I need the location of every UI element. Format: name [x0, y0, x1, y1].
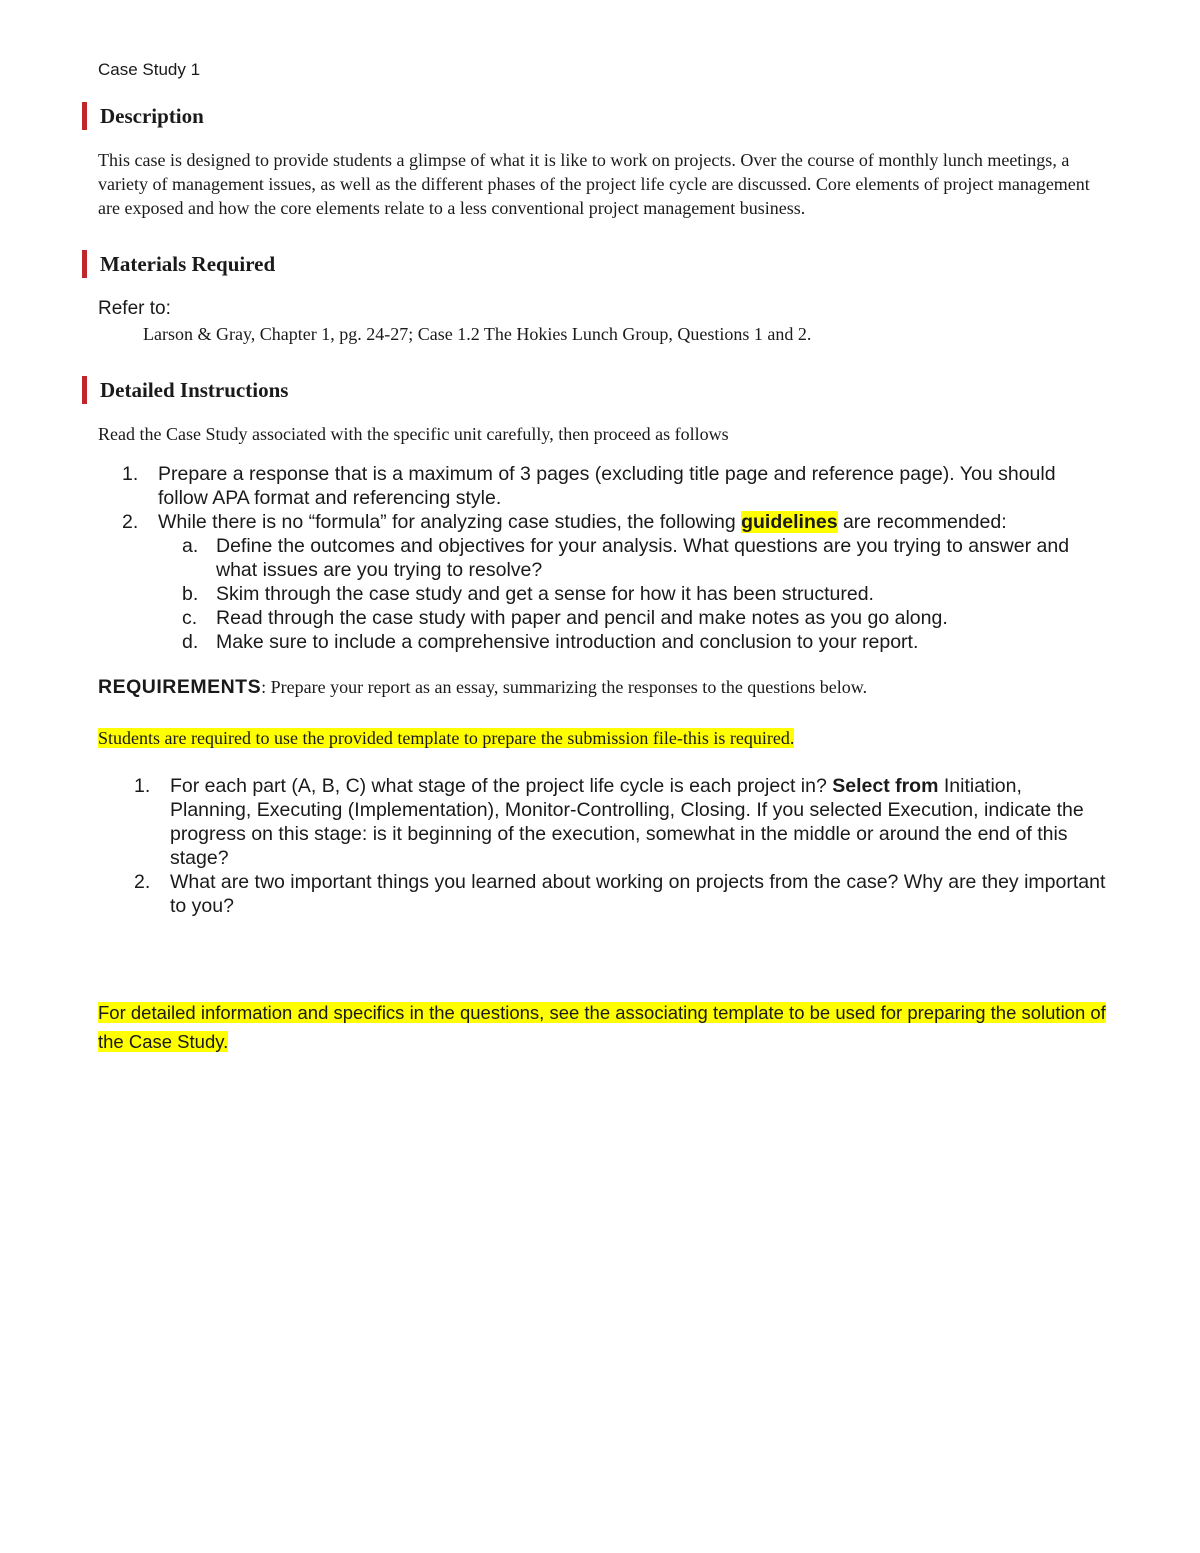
sublist-item — [158, 606, 1108, 630]
list-number: 1. — [122, 463, 139, 485]
document-page — [98, 58, 1108, 1056]
list-number: 1. — [134, 775, 151, 797]
materials-heading-text: Materials Required — [100, 252, 276, 276]
list-item-text: Initiation, Planning, Executing (Implementation), Monitor-Controlling, Closing. If you selected Execution, indicate the progress on this stage: is it beginning of the execution, somewhat in the middle or around the end of this stage? — [170, 775, 1084, 869]
list-item-text: For each part (A, B, C) what stage of the project life cycle is each project in? — [170, 775, 833, 797]
final-note — [98, 998, 1108, 1056]
sublist-item-text: Make sure to include a comprehensive introduction and conclusion to your report. — [216, 631, 919, 653]
document-header: Case Study 1 — [98, 60, 201, 79]
sublist-item — [158, 630, 1108, 654]
sublist-item-text: Read through the case study with paper and pencil and make notes as you go along. — [216, 607, 948, 629]
heading-accent-bar — [82, 376, 87, 404]
guidelines-sublist — [158, 534, 1108, 654]
heading-accent-bar — [82, 102, 87, 130]
list-item — [98, 774, 1108, 870]
description-text: This case is designed to provide students a glimpse of what it is like to work on projects. Over the course of monthly lunch meetings, a variety of management issues, as well as the different phases of the project life cycle are discussed. Core elements of project management are exposed and how the core elements relate to a less conventional project management business. — [98, 150, 1090, 218]
requirements-label: REQUIREMENTS — [98, 676, 262, 698]
sublist-item-text: Skim through the case study and get a sense for how it has been structured. — [216, 583, 874, 605]
materials-heading — [98, 250, 1108, 278]
sublist-letter: c. — [182, 607, 198, 629]
sublist-item-text: Define the outcomes and objectives for your analysis. What questions are you trying to answer and what issues are you trying to resolve? — [216, 535, 1070, 581]
list-number: 2. — [134, 871, 151, 893]
list-item-text: While there is no “formula” for analyzing case studies, the following — [158, 511, 742, 533]
template-note — [98, 726, 1108, 750]
requirements-line — [98, 674, 1108, 700]
guidelines-highlight: guidelines — [741, 511, 838, 533]
sublist-item — [158, 582, 1108, 606]
instructions-intro: Read the Case Study associated with the specific unit carefully, then proceed as follows — [98, 424, 729, 444]
sublist-item — [158, 534, 1108, 582]
heading-accent-bar — [82, 250, 87, 278]
instructions-list — [98, 462, 1108, 654]
refer-label: Refer to: — [98, 298, 171, 319]
list-item-text: are recommended: — [837, 511, 1007, 533]
final-note-highlight: For detailed information and specifics in the questions, see the associating template to be used for preparing the solution of the Case Study. — [98, 1002, 1106, 1052]
list-item — [98, 870, 1108, 918]
list-item — [98, 462, 1108, 510]
requirements-text: : Prepare your report as an essay, summarizing the responses to the questions below. — [261, 677, 868, 697]
template-note-highlight: Students are required to use the provided template to prepare the submission file-this is required. — [98, 728, 795, 748]
description-heading — [98, 102, 1108, 130]
list-number: 2. — [122, 511, 139, 533]
instructions-heading — [98, 376, 1108, 404]
description-heading-text: Description — [100, 104, 204, 128]
requirements-list — [98, 774, 1108, 918]
instructions-heading-text: Detailed Instructions — [100, 378, 289, 402]
sublist-letter: a. — [182, 535, 199, 557]
sublist-letter: d. — [182, 631, 199, 653]
list-item-text: What are two important things you learned about working on projects from the case? Why are they important to you? — [170, 871, 1106, 917]
select-from-bold: Select from — [832, 775, 939, 797]
sublist-letter: b. — [182, 583, 199, 605]
list-item — [98, 510, 1108, 654]
list-item-text: Prepare a response that is a maximum of 3 pages (excluding title page and reference page). You should follow APA format and referencing style. — [158, 463, 1056, 509]
reference-item: Larson & Gray, Chapter 1, pg. 24-27; Case 1.2 The Hokies Lunch Group, Questions 1 and 2. — [143, 324, 812, 344]
